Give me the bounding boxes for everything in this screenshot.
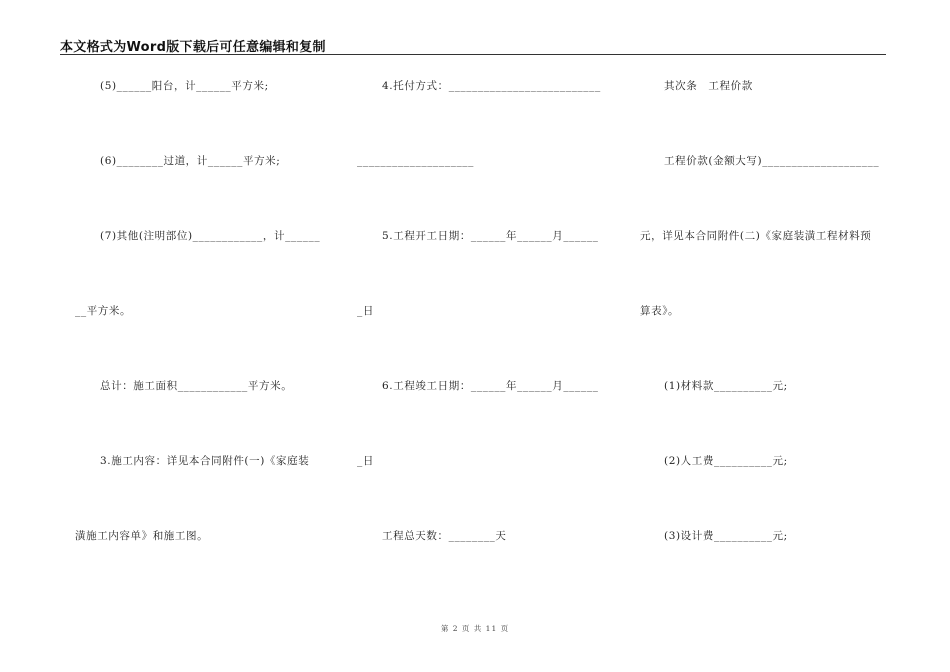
right-line-material-cost: (1)材料款__________元; [664, 380, 788, 392]
right-line-article-title: 其次条 工程价款 [664, 80, 753, 92]
left-line-corridor: (6)________过道，计______平方米; [100, 155, 281, 167]
right-line-labor-cost: (2)人工费__________元; [664, 455, 788, 467]
left-line-total-area: 总计：施工面积____________平方米。 [100, 380, 293, 392]
left-line-scope-cont: 潢施工内容单》和施工图。 [75, 530, 209, 542]
page-number: 第 2 页 共 11 页 [440, 624, 510, 633]
left-line-scope: 3.施工内容：详见本合同附件(一)《家庭装 [100, 455, 310, 467]
document-header-title: 本文格式为Word版下载后可任意编辑和复制 [60, 40, 326, 55]
left-line-other-unit: __平方米。 [75, 305, 132, 317]
right-line-price-amount: 工程价款(金额大写)____________________ [664, 155, 880, 167]
mid-line-start-date: 5.工程开工日期：______年______月______ [382, 230, 599, 242]
mid-line-end-date: 6.工程竣工日期：______年______月______ [382, 380, 599, 392]
mid-line-end-date-day: _日 [357, 455, 374, 467]
column-right [636, 0, 916, 672]
right-line-design-fee: (3)设计费__________元; [664, 530, 788, 542]
left-line-balcony: (5)______阳台，计______平方米; [100, 80, 269, 92]
column-middle [352, 0, 632, 672]
mid-line-total-days: 工程总天数：________天 [382, 530, 507, 542]
mid-line-entrust-method: 4.托付方式：__________________________ [382, 80, 601, 92]
right-line-price-detail: 元，详见本合同附件(二)《家庭装潢工程材料预 [640, 230, 872, 242]
right-line-price-detail-cont: 算表》。 [640, 305, 680, 317]
left-line-other: (7)其他(注明部位)____________，计______ [100, 230, 321, 242]
mid-line-entrust-cont: ____________________ [357, 155, 474, 167]
mid-line-start-date-day: _日 [357, 305, 374, 317]
column-left [70, 0, 350, 672]
